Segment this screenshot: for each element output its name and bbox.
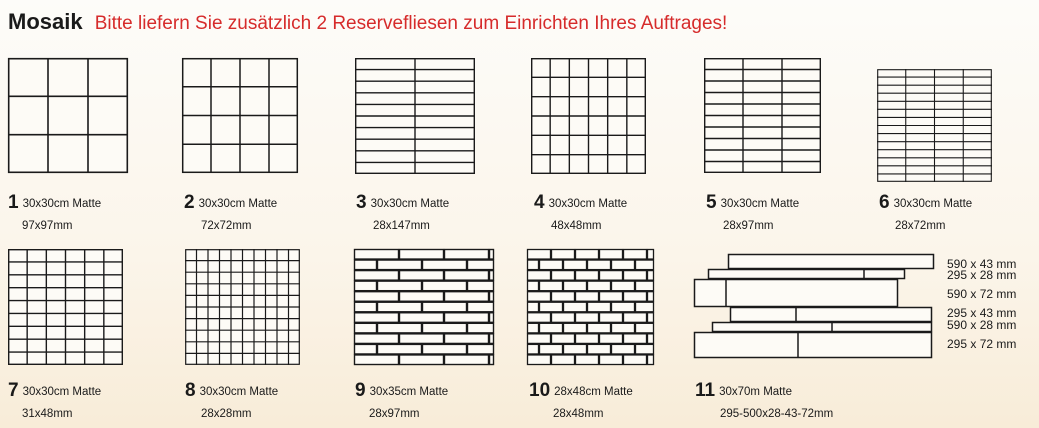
tile-piece <box>540 323 563 333</box>
tile-size: 48x48mm <box>551 220 602 232</box>
tile-piece <box>528 260 539 270</box>
tile-piece <box>612 260 635 270</box>
tile-piece <box>445 313 489 323</box>
tile-piece <box>400 271 444 281</box>
tile-piece <box>490 334 494 344</box>
strip-size-label: 295 x 72 mm <box>947 337 1017 351</box>
tile-grid-11 <box>694 254 934 358</box>
tile-piece <box>423 344 467 354</box>
tile-size: 28x28mm <box>201 408 252 420</box>
strip-size-label: 590 x 43 mm <box>947 257 1017 271</box>
tile-mat: 30x30cm Matte <box>370 198 450 210</box>
tile-number: 10 <box>529 380 551 401</box>
tile-piece <box>540 344 563 354</box>
tile-caption-6 <box>879 192 973 233</box>
tile-mat: 30x30cm Matte <box>22 386 102 398</box>
tile-piece <box>636 260 654 270</box>
tile-piece <box>445 334 489 344</box>
tile-piece <box>490 355 494 365</box>
tile-piece <box>624 355 647 365</box>
tile-caption-5 <box>706 192 800 233</box>
tile-piece <box>552 313 575 323</box>
page-title <box>8 9 727 35</box>
tile-piece <box>576 334 599 344</box>
tile-mat: 30x30cm Matte <box>893 198 973 210</box>
tile-piece <box>540 281 563 291</box>
reserve-tiles-note: Bitte liefern Sie zusätzlich 2 Reservefliesen zum Einrichten Ihres Auftrages! <box>94 13 728 34</box>
tile-piece <box>468 344 494 354</box>
tile-piece <box>400 334 444 344</box>
tile-size: 28x97mm <box>369 408 420 420</box>
tile-piece <box>731 308 932 322</box>
tile-piece <box>355 313 399 323</box>
tile-piece <box>709 270 905 279</box>
tile-piece <box>355 302 377 312</box>
tile-caption-9 <box>355 380 449 421</box>
tile-piece <box>648 355 654 365</box>
tile-piece <box>378 344 422 354</box>
tile-piece <box>552 271 575 281</box>
tile-piece <box>378 260 422 270</box>
tile-piece <box>636 344 654 354</box>
tile-caption-7 <box>8 380 102 421</box>
tile-mat: 30x30cm Matte <box>198 198 278 210</box>
tile-caption-3 <box>356 192 450 233</box>
tile-piece <box>576 292 599 302</box>
tile-piece <box>636 323 654 333</box>
tile-piece <box>564 302 587 312</box>
tile-piece <box>445 355 489 365</box>
tile-piece <box>528 250 551 260</box>
tile-grid-2 <box>182 58 298 173</box>
tile-piece <box>648 250 654 260</box>
tile-piece <box>588 281 611 291</box>
tile-grid-10 <box>527 249 654 365</box>
tile-mat: 30x70m Matte <box>719 386 792 398</box>
tile-piece <box>355 323 377 333</box>
tile-piece <box>528 313 551 323</box>
tile-piece <box>528 323 539 333</box>
tile-piece <box>528 355 551 365</box>
tile-piece <box>445 250 489 260</box>
tile-piece <box>648 313 654 323</box>
tile-number: 5 <box>706 192 717 213</box>
tile-grid-1 <box>8 58 128 173</box>
tile-grid-4 <box>531 58 646 174</box>
tile-mat: 30x30cm Matte <box>22 198 102 210</box>
tile-piece <box>624 292 647 302</box>
tile-caption-8 <box>185 380 279 421</box>
tile-piece <box>600 313 623 323</box>
tile-piece <box>648 334 654 344</box>
tile-caption-11 <box>695 380 834 421</box>
tile-piece <box>355 281 377 291</box>
tile-number: 7 <box>8 380 19 401</box>
strip-size-label: 295 x 28 mm <box>947 268 1017 282</box>
tile-piece <box>445 292 489 302</box>
tile-piece <box>528 271 551 281</box>
tile-piece <box>588 260 611 270</box>
tile-piece <box>490 250 494 260</box>
tile-piece <box>576 313 599 323</box>
tile-piece <box>468 302 494 312</box>
tile-piece <box>612 344 635 354</box>
tile-piece <box>423 281 467 291</box>
tile-piece <box>636 281 654 291</box>
tile-piece <box>9 59 128 173</box>
tile-piece <box>468 260 494 270</box>
title-text: Mosaik <box>8 9 83 34</box>
tile-piece <box>423 323 467 333</box>
tile-piece <box>552 292 575 302</box>
tile-size: 28x72mm <box>895 220 946 232</box>
tile-size: 28x97mm <box>723 220 774 232</box>
tile-piece <box>552 250 575 260</box>
tile-piece <box>468 323 494 333</box>
tile-piece <box>528 302 539 312</box>
tile-piece <box>378 323 422 333</box>
tile-piece <box>624 313 647 323</box>
tile-caption-4 <box>534 192 628 233</box>
tile-grid-5 <box>704 58 821 173</box>
tile-mat: 30x30cm Matte <box>548 198 628 210</box>
tile-size: 295-500x28-43-72mm <box>720 408 834 420</box>
tile-size: 28x147mm <box>373 220 430 232</box>
tile-piece <box>400 313 444 323</box>
tile-piece <box>576 355 599 365</box>
tile-piece <box>355 292 399 302</box>
tile-number: 6 <box>879 192 890 213</box>
tile-number: 9 <box>355 380 366 401</box>
tile-grid-7 <box>8 249 123 365</box>
tile-piece <box>624 250 647 260</box>
tile-piece <box>612 323 635 333</box>
tile-piece <box>564 323 587 333</box>
tile-number: 8 <box>185 380 196 401</box>
tile-piece <box>528 292 551 302</box>
tile-caption-2 <box>184 192 278 233</box>
tile-piece <box>648 292 654 302</box>
tile-piece <box>695 280 898 307</box>
tile-piece <box>528 281 539 291</box>
tile-piece <box>600 355 623 365</box>
tile-number: 3 <box>356 192 367 213</box>
tile-piece <box>468 281 494 291</box>
tile-piece <box>528 344 539 354</box>
tile-mat: 30x35cm Matte <box>369 386 449 398</box>
tile-piece <box>564 344 587 354</box>
tile-piece <box>588 302 611 312</box>
tile-piece <box>445 271 489 281</box>
tile-piece <box>588 344 611 354</box>
tile-piece <box>490 271 494 281</box>
tile-piece <box>355 271 399 281</box>
tile-piece <box>540 302 563 312</box>
tile-piece <box>423 260 467 270</box>
tile-grid-6 <box>877 69 992 182</box>
tile-piece <box>564 281 587 291</box>
tile-piece <box>600 334 623 344</box>
tile-piece <box>423 302 467 312</box>
strip-size-label: 590 x 28 mm <box>947 318 1017 332</box>
tile-piece <box>355 334 399 344</box>
tile-piece <box>713 323 932 332</box>
tile-piece <box>400 292 444 302</box>
tile-grid-9 <box>354 249 494 365</box>
tile-piece <box>552 334 575 344</box>
tile-number: 2 <box>184 192 195 213</box>
tile-size: 72x72mm <box>201 220 252 232</box>
tile-caption-10 <box>529 380 633 421</box>
tile-piece <box>355 355 399 365</box>
tile-mat: 28x48cm Matte <box>554 386 633 398</box>
tile-piece <box>400 250 444 260</box>
tile-piece <box>576 250 599 260</box>
tile-piece <box>636 302 654 312</box>
tile-piece <box>612 281 635 291</box>
tile-mat: 30x30cm Matte <box>720 198 800 210</box>
tile-piece <box>400 355 444 365</box>
tile-grid-8 <box>185 249 300 365</box>
tile-number: 11 <box>695 380 716 401</box>
tile-number: 1 <box>8 192 19 213</box>
strip-size-label: 295 x 43 mm <box>947 306 1017 320</box>
tile-piece <box>576 271 599 281</box>
tile-piece <box>624 334 647 344</box>
tile-piece <box>540 260 563 270</box>
tile-piece <box>564 260 587 270</box>
tile-size: 31x48mm <box>22 408 73 420</box>
tile-piece <box>490 292 494 302</box>
tile-piece <box>648 271 654 281</box>
tile-grid-3 <box>355 58 475 174</box>
tile-piece <box>612 302 635 312</box>
tile-piece <box>355 260 377 270</box>
tile-mat: 30x30cm Matte <box>199 386 279 398</box>
tile-piece <box>600 271 623 281</box>
tile-piece <box>552 355 575 365</box>
tile-piece <box>355 250 399 260</box>
tile-piece <box>378 281 422 291</box>
tile-piece <box>528 334 551 344</box>
tile-piece <box>624 271 647 281</box>
tile-piece <box>729 255 934 269</box>
tile-piece <box>695 333 932 358</box>
tile-number: 4 <box>534 192 545 213</box>
tile-size: 28x48mm <box>553 408 604 420</box>
tile-size: 97x97mm <box>22 220 73 232</box>
tile-piece <box>600 250 623 260</box>
tile-caption-1 <box>8 192 102 233</box>
strip-size-label: 590 x 72 mm <box>947 287 1017 301</box>
tile-piece <box>355 344 377 354</box>
tile-piece <box>378 302 422 312</box>
tile-piece <box>588 323 611 333</box>
tile-piece <box>600 292 623 302</box>
tile-piece <box>490 313 494 323</box>
